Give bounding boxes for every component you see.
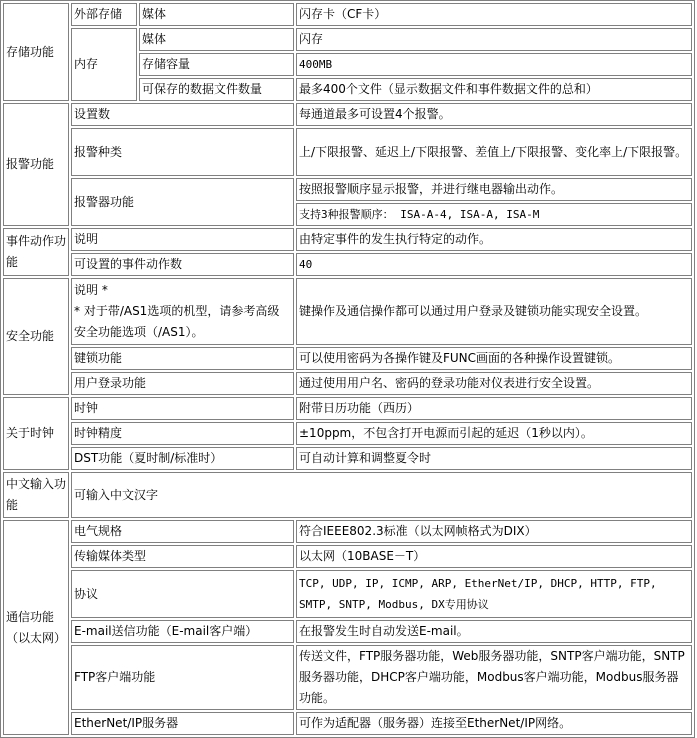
value-alarm-types: 上/下限报警、延迟上/下限报警、差值上/下限报警、变化率上/下限报警。 — [296, 128, 692, 176]
label-protocol: 协议 — [71, 570, 294, 618]
table-row — [3, 28, 692, 51]
table-row — [3, 620, 692, 643]
value-email: 在报警发生时自动发送E-mail。 — [296, 620, 692, 643]
value-annunciator-2: 支持3种报警顺序： ISA-A-4, ISA-A, ISA-M — [296, 203, 692, 226]
value-external-media: 闪存卡（CF卡） — [296, 3, 692, 26]
security-desc-line-2: * 对于带/AS1选项的机型，请参考高级安全功能选项（/AS1）。 — [74, 304, 280, 339]
table-row — [3, 712, 692, 735]
category-storage: 存储功能 — [3, 3, 69, 101]
value-ftp-client: 传送文件，FTP服务器功能，Web服务器功能，SNTP客户端功能，SNTP服务器功能，DHCP客户端功能，Modbus客户端功能，Modbus服务器功能。 — [296, 645, 692, 710]
label-electrical: 电气规格 — [71, 520, 294, 543]
table-row — [3, 545, 692, 568]
table-row — [3, 397, 692, 420]
value-annunciator-1: 按照报警顺序显示报警，并进行继电器输出动作。 — [296, 178, 692, 201]
label-external-storage: 外部存储 — [71, 3, 137, 26]
label-internal-media: 媒体 — [139, 28, 294, 51]
table-row — [3, 347, 692, 370]
label-internal-memory: 内存 — [71, 28, 137, 101]
label-keylock: 键锁功能 — [71, 347, 294, 370]
table-row — [3, 128, 692, 176]
category-communication: 通信功能（以太网） — [3, 520, 69, 735]
label-dst: DST功能（夏时制/标准时） — [71, 447, 294, 470]
table-row — [3, 372, 692, 395]
label-file-count: 可保存的数据文件数量 — [139, 78, 294, 101]
value-user-login: 通过使用用户名、密码的登录功能对仪表进行安全设置。 — [296, 372, 692, 395]
label-ethernetip: EtherNet/IP服务器 — [71, 712, 294, 735]
table-row — [3, 447, 692, 470]
value-keylock: 可以使用密码为各操作键及FUNC画面的各种操作设置键锁。 — [296, 347, 692, 370]
label-email: E-mail送信功能（E-mail客户端） — [71, 620, 294, 643]
table-row — [3, 103, 692, 126]
value-file-count: 最多400个文件（显示数据文件和事件数据文件的总和） — [296, 78, 692, 101]
label-security-desc — [71, 278, 294, 345]
value-alarm-count: 每通道最多可设置4个报警。 — [296, 103, 692, 126]
value-chinese-input: 可输入中文汉字 — [71, 472, 692, 518]
table-row — [3, 472, 692, 518]
label-alarm-count: 设置数 — [71, 103, 294, 126]
value-clock: 附带日历功能（西历） — [296, 397, 692, 420]
label-annunciator: 报警器功能 — [71, 178, 294, 226]
label-alarm-types: 报警种类 — [71, 128, 294, 176]
value-transmission-media: 以太网（10BASE－T） — [296, 545, 692, 568]
value-security-desc: 键操作及通信操作都可以通过用户登录及键锁功能实现安全设置。 — [296, 278, 692, 345]
label-event-desc: 说明 — [71, 228, 294, 251]
table-row — [3, 278, 692, 345]
table-row — [3, 520, 692, 543]
value-electrical: 符合IEEE802.3标准（以太网帧格式为DIX） — [296, 520, 692, 543]
label-capacity: 存储容量 — [139, 53, 294, 76]
table-row — [3, 178, 692, 201]
label-external-media: 媒体 — [139, 3, 294, 26]
value-ethernetip: 可作为适配器（服务器）连接至EtherNet/IP网络。 — [296, 712, 692, 735]
table-row — [3, 422, 692, 445]
category-event-action: 事件动作功能 — [3, 228, 69, 276]
category-security: 安全功能 — [3, 278, 69, 395]
category-alarm: 报警功能 — [3, 103, 69, 226]
value-internal-media: 闪存 — [296, 28, 692, 51]
table-row — [3, 3, 692, 26]
security-desc-line-1: 说明 * — [74, 283, 108, 297]
table-row — [3, 570, 692, 618]
table-row — [3, 645, 692, 710]
value-protocol: TCP, UDP, IP, ICMP, ARP, EtherNet/IP, DHCP, HTTP, FTP, SMTP, SNTP, Modbus, DX专用协议 — [296, 570, 692, 618]
label-clock: 时钟 — [71, 397, 294, 420]
label-ftp-client: FTP客户端功能 — [71, 645, 294, 710]
category-clock: 关于时钟 — [3, 397, 69, 470]
category-chinese-input: 中文输入功能 — [3, 472, 69, 518]
value-event-count: 40 — [296, 253, 692, 276]
table-row — [3, 228, 692, 251]
value-dst: 可自动计算和调整夏令时 — [296, 447, 692, 470]
label-clock-accuracy: 时钟精度 — [71, 422, 294, 445]
label-user-login: 用户登录功能 — [71, 372, 294, 395]
label-transmission-media: 传输媒体类型 — [71, 545, 294, 568]
value-event-desc: 由特定事件的发生执行特定的动作。 — [296, 228, 692, 251]
value-capacity: 400MB — [296, 53, 692, 76]
value-clock-accuracy: ±10ppm，不包含打开电源而引起的延迟（1秒以内）。 — [296, 422, 692, 445]
table-row — [3, 253, 692, 276]
label-event-count: 可设置的事件动作数 — [71, 253, 294, 276]
